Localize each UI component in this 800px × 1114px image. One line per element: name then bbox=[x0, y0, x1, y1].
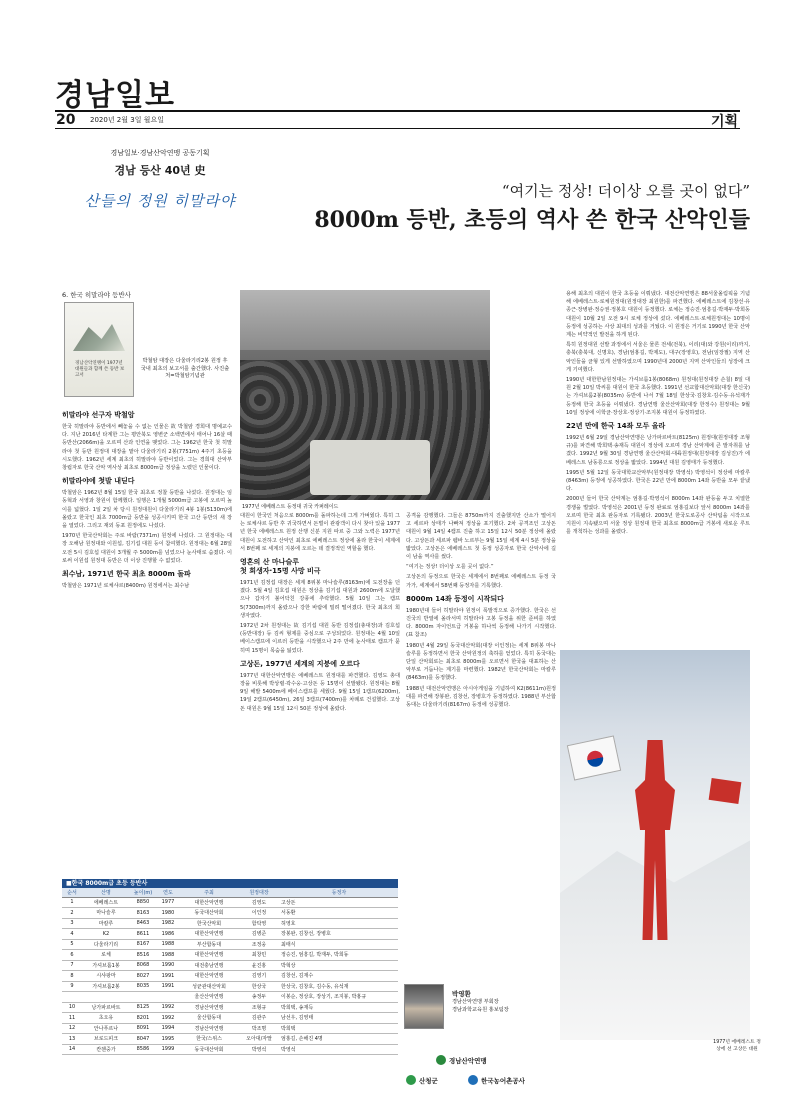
table-cell: 1977 bbox=[156, 897, 180, 908]
table-cell: 마나슬루 bbox=[82, 908, 130, 919]
parade-photo bbox=[240, 290, 490, 500]
subhead: 히말라야 선구자 박철암 bbox=[62, 411, 135, 419]
paragraph: 특히 원정대원 선발 과정에서 서울은 물론 전세(전북), 이리(대)와 강원(이리)까지, 충북(충북대, 신명호), 경남(엄홍길, 박제도), 대구(장영호), 전남(임장필) 지역 산악인들을 균형 있게 선발하였으며 1990년대 2000년 지역 산악인들의 성장에 크게 기여했다. bbox=[566, 342, 750, 373]
krc-logo-icon bbox=[468, 1075, 478, 1085]
table-cell: 8163 bbox=[130, 908, 156, 919]
table-row bbox=[62, 1034, 398, 1045]
table-cell: 남선우, 김영태 bbox=[280, 1013, 398, 1024]
table-cell: 경남산악연맹 bbox=[180, 1023, 238, 1034]
table-cell: 초오유 bbox=[82, 1013, 130, 1024]
table-cell: 8850 bbox=[130, 897, 156, 908]
table-header: 연도 bbox=[156, 888, 180, 897]
sponsor-name: 한국농어촌공사 bbox=[481, 1076, 525, 1085]
table-row bbox=[62, 1013, 398, 1024]
table-cell: 로체 bbox=[82, 950, 130, 961]
table-cell: 최창민 bbox=[238, 950, 280, 961]
series-title: 경남 등산 40년 史 bbox=[114, 164, 206, 177]
table-cell: 가셔브롬2봉 bbox=[82, 981, 130, 992]
table-cell: 1999 bbox=[156, 1044, 180, 1055]
paragraph: 박철암은 1962년 8월 15일 한국 최초로 정찰 등반을 나섰다. 원정대는 임동혁과 서영과 창원이 함께했다. 일행은 1개월 5000m급 고봉에 오르며 높이를 넓혔다. 1일 2일 차 당시 원정대원이 다울라기리 4봉 1봉(5130m)에 올랐고 한국인 최초 7000m급 등반을 성공시키며 한국 고산 등반의 새 장을 열었다. 그리고 재외 동포 원정에도 나섰다. bbox=[62, 490, 232, 530]
paragraph: 박철암은 1971년 로체샤르(8400m) 원정에서는 최수남 bbox=[62, 583, 190, 590]
table-row bbox=[62, 929, 398, 940]
table-row bbox=[62, 960, 398, 971]
table-row bbox=[62, 950, 398, 961]
table-cell: 대전충남연맹 bbox=[180, 960, 238, 971]
sponsor-kama bbox=[436, 1055, 487, 1065]
table-cell: 3 bbox=[62, 918, 82, 929]
table-cell: 1986 bbox=[156, 929, 180, 940]
table-header-row bbox=[62, 888, 398, 897]
table-cell: 박영석 bbox=[238, 1044, 280, 1055]
table-cell: K2 bbox=[82, 929, 130, 940]
table-cell: 김창선, 김재수 bbox=[280, 971, 398, 982]
table-cell: 1991 bbox=[156, 981, 180, 992]
sponsor-logos bbox=[406, 1055, 556, 1095]
sponsor-sancheong bbox=[406, 1075, 438, 1085]
table-cell: 김관주 bbox=[238, 1013, 280, 1024]
subhead: 첫 희생자·15명 사망 비극 bbox=[240, 567, 321, 576]
mountain-illustration bbox=[73, 321, 125, 351]
book-photo bbox=[64, 302, 134, 397]
table-row bbox=[62, 918, 398, 929]
table-cell: 8167 bbox=[130, 939, 156, 950]
table-cell: 고상돈 bbox=[280, 897, 398, 908]
table-cell: 가셔브롬1봉 bbox=[82, 960, 130, 971]
series-box bbox=[70, 148, 250, 211]
table-cell: 1 bbox=[62, 897, 82, 908]
table-title: ■한국 8000m급 초등 등반사 bbox=[62, 879, 398, 888]
sponsor-name: 산청군 bbox=[419, 1076, 438, 1085]
table-cell: 8035 bbox=[130, 981, 156, 992]
page-date: 2020년 2월 3일 월요일 bbox=[90, 116, 164, 124]
table-cell: 8463 bbox=[130, 918, 156, 929]
table-header: 원정대장 bbox=[238, 888, 280, 897]
parade-photo-caption: 1977년 에베레스트 등정대 귀국 카퍼레이드 bbox=[242, 504, 339, 510]
table-cell: 1992 bbox=[156, 1002, 180, 1013]
table-cell: 박혁상 bbox=[280, 960, 398, 971]
author-photo bbox=[404, 984, 444, 1029]
table-cell: 13 bbox=[62, 1034, 82, 1045]
kama-logo-icon bbox=[436, 1055, 446, 1065]
table-cell bbox=[130, 992, 156, 1003]
table-cell: 박영석 bbox=[280, 1044, 398, 1055]
book-scrawl: 경남산악연맹이 1977년 대원들과 함께 쓴 등반 보고서 bbox=[75, 361, 125, 378]
sponsor-krc bbox=[468, 1075, 525, 1085]
masthead-title: 경남일보 bbox=[55, 78, 175, 113]
article-column-4 bbox=[566, 290, 750, 645]
table-cell: 1994 bbox=[156, 1023, 180, 1034]
table-cell: 8516 bbox=[130, 950, 156, 961]
table-cell: 칸첸중가 bbox=[82, 1044, 130, 1055]
paragraph: 1988년 대전산악연맹은 아시아게임을 기념하여 K2(8611m)원정대를 파견해 장봉완, 김창선, 장병호가 등정하였다. 1988년 부산합동대는 다울라기리(8167m) 등정에 성공했다. bbox=[406, 685, 556, 709]
table-cell: 한국산악회 bbox=[180, 918, 238, 929]
table-cell: 서동환 bbox=[280, 908, 398, 919]
table-cell: 동국대산악회 bbox=[180, 1044, 238, 1055]
table-cell: 오아대/자딸 bbox=[238, 1034, 280, 1045]
table-cell: 박희택 bbox=[280, 1023, 398, 1034]
subhead: 히말라야에 첫발 내딛다 bbox=[62, 477, 135, 486]
table-cell: 브로드피크 bbox=[82, 1034, 130, 1045]
table-cell: 박희택, 송재득 bbox=[280, 1002, 398, 1013]
table-cell: 성균관대산악회 bbox=[180, 981, 238, 992]
table-cell: 다울라기리 bbox=[82, 939, 130, 950]
table-cell bbox=[156, 992, 180, 1003]
table-cell bbox=[82, 992, 130, 1003]
table-row bbox=[62, 897, 398, 908]
header-rule bbox=[55, 110, 740, 112]
paragraph: 1980년 4월 29일 동국대산악회(대장 이인정)는 세계 8위봉 마나슬루를 등정하면서 한국 산악원정의 축하를 얻었다. 특히 동국대는 단일 산악회로는 최초로 8000m를 오르면서 한국을 대표하는 산악부로 거듭나는 계기를 마련했다. 1982년 한국산악회는 마칼루(8463m)를 등정했다. bbox=[406, 642, 556, 682]
subhead: 22년 만에 한국 14좌 모두 올라 bbox=[566, 422, 666, 431]
table-cell: 1980 bbox=[156, 908, 180, 919]
table-cell: 8047 bbox=[130, 1034, 156, 1045]
table-cell: 장봉완, 김창선, 장병호 bbox=[280, 929, 398, 940]
table-cell: 동국대산악회 bbox=[180, 908, 238, 919]
table-header: 순서 bbox=[62, 888, 82, 897]
table-cell: 8586 bbox=[130, 1044, 156, 1055]
table-row bbox=[62, 981, 398, 992]
subhead: 8000m 14좌 등정이 시작되다 bbox=[406, 594, 504, 603]
table-row bbox=[62, 908, 398, 919]
table-cell: 7 bbox=[62, 960, 82, 971]
table-cell: 이인정 bbox=[238, 908, 280, 919]
table-cell: 9 bbox=[62, 981, 82, 992]
table-cell: 낭가파르바트 bbox=[82, 1002, 130, 1013]
photo-sky bbox=[240, 290, 490, 350]
paragraph: 1980년대 들어 히말라야 원정이 폭발적으로 증가했다. 한국은 선진국의 반열에 올라서며 히말라야 고봉 등정을 위한 준비를 하였다. 8000m 자이언트급 거봉을 하나씩 등정해 나가기 시작했다. (표 참조) bbox=[406, 607, 556, 639]
table-cell: 정승진, 엄흥길, 박재두, 박희동 bbox=[280, 950, 398, 961]
author-title-2: 경남과학교육원 홍보팀장 bbox=[452, 1007, 509, 1013]
table-row bbox=[62, 1002, 398, 1013]
table-header: 등정자 bbox=[280, 888, 398, 897]
table-cell: 조형규 bbox=[238, 1002, 280, 1013]
table-cell: 마칼루 bbox=[82, 918, 130, 929]
series-subtitle: 산들의 정원 히말라야 bbox=[84, 192, 236, 210]
paragraph: “여기는 정상! 더이상 오를 곳이 없다.” bbox=[406, 564, 494, 571]
table-cell: 최태식 bbox=[280, 939, 398, 950]
table-cell bbox=[62, 992, 82, 1003]
table-header: 높이(m) bbox=[130, 888, 156, 897]
table-cell: 대한산악연맹 bbox=[180, 897, 238, 908]
table-cell: 울산합동대 bbox=[180, 1013, 238, 1024]
table-cell: 송정두 bbox=[238, 992, 280, 1003]
table-cell: 8611 bbox=[130, 929, 156, 940]
table-cell: 한상국, 김창호, 김수동, 유석재 bbox=[280, 981, 398, 992]
table-cell: 4 bbox=[62, 929, 82, 940]
table-cell: 1995 bbox=[156, 1034, 180, 1045]
table-cell: 한국/스위스 bbox=[180, 1034, 238, 1045]
table-cell: 1990 bbox=[156, 960, 180, 971]
table-cell: 8 bbox=[62, 971, 82, 982]
table-cell: 12 bbox=[62, 1023, 82, 1034]
article-column-3 bbox=[406, 512, 556, 982]
author-title: 경남산악연맹 부회장 bbox=[452, 999, 499, 1005]
table-row bbox=[62, 971, 398, 982]
subheader-rule bbox=[55, 128, 740, 129]
paragraph: 한국 히말라야 등반에서 빼놓을 수 없는 인물은 故 박철암 경희대 명예교수다. 지난 2016년 타계한 그는 평안북도 영변군 소백면에서 태어나 16살 때 등반산(2066m)을 오르며 산과 인연을 맺었다. 그는 1962년 한국 첫 히말라야 첫 등반 원정대 대장을 맡아 다울라기리 2봉(7751m) 4주기 초등을 시도했다. 1962년 세계 최초의 히말라야 등반이었다. 그는 경희대 산악부 창립자로 한국 산악 역사상 최초로 8000m급 정상을 노렸던 인물이다. bbox=[62, 424, 232, 472]
table-cell: 에베레스트 bbox=[82, 897, 130, 908]
sponsor-name: 경남산악연맹 bbox=[449, 1056, 487, 1065]
table-cell: 박조명 bbox=[238, 1023, 280, 1034]
article-column-2 bbox=[240, 512, 400, 877]
table-cell: 김병준 bbox=[238, 929, 280, 940]
table-header: 산명 bbox=[82, 888, 130, 897]
table-cell: 1988 bbox=[156, 950, 180, 961]
table-cell: 1991 bbox=[156, 971, 180, 982]
paragraph: 1977년 대한산악연맹은 에베레스트 원정대를 파견했다. 김영도 총대장을 비롯해 박상렬·곽수웅·고상돈 등 15명이 선발됐다. 원정대는 8월 9일 해발 5400m에 베이스캠프를 세웠다. 9월 15일 1캠프(6200m), 19일 2캠프(6450m), 26일 3캠프(7400m)를 차례로 건설했다. 고상돈 대원은 9월 15일 12시 50분 정상에 올랐다. bbox=[240, 672, 400, 712]
table-cell: 조정웅 bbox=[238, 939, 280, 950]
book-caption: 박철암 대장은 다울라기리2봉 원정 후 국내 최초의 보고서를 출간했다. 사진출처=박철암기념관 bbox=[140, 358, 230, 379]
korean-flag-icon bbox=[567, 735, 621, 780]
table-row bbox=[62, 992, 398, 1003]
table-header: 주최 bbox=[180, 888, 238, 897]
table-row bbox=[62, 1023, 398, 1034]
summit-photo bbox=[560, 650, 750, 1040]
sancheong-logo-icon bbox=[406, 1075, 416, 1085]
table-cell: 8027 bbox=[130, 971, 156, 982]
paragraph: 2000년 들어 한국 산악계는 엄홍길·박영석이 8000m 14좌 완등을 두고 치열한 경쟁을 벌였다. 박영석은 2001년 등정 완료로 엄홍길보다 앞서 8000m 14좌를 오르며 한국 최초 완등자로 기록됐다. 2003년 한국도로공사 산악팀을 시작으로 지원이 지속됐으며 서울 정상 원정대 한국 최초로 8000m급 거봉에 새로운 루트를 개척하는 성과를 올렸다. bbox=[566, 496, 750, 536]
article-column-1 bbox=[62, 406, 232, 876]
table-cell: 2 bbox=[62, 908, 82, 919]
table-cell: 부산합동대 bbox=[180, 939, 238, 950]
ascent-history-table bbox=[62, 879, 398, 1055]
paragraph: 1995년 5월 12일 동국대학교산악부(원정대장 박영석) 박영석이 정상에 마칼루(8463m) 등정에 성공하였다. 한국은 22년 만에 8000m 14좌 등반을 모두 끝냈다. bbox=[566, 469, 750, 493]
paragraph: 고상돈의 등정으로 한국은 세계에서 8번째로 에베레스트 등정 국가가, 세계에서 58번째 등정자를 기록했다. bbox=[406, 574, 556, 589]
table-cell: 이봉순, 정상호, 장상기, 조지봉, 박홍규 bbox=[280, 992, 398, 1003]
table-cell: 윤진홍 bbox=[238, 960, 280, 971]
table-cell: 시샤팡마 bbox=[82, 971, 130, 982]
table-cell: 함탁영 bbox=[238, 918, 280, 929]
section-label: 6. 한국 히말라야 등반사 bbox=[62, 291, 131, 299]
paragraph: 1971년 김정섭 대장은 세계 8위봉 마나슬루(8163m)에 도전장을 던졌다. 5월 4일 김호섭 대원은 정상을 김기섭 대원과 2600m에 도달했으나 갑자기 불어닥친 강풍에 추락했다. 5월 10일 그는 캠프 5(7300m)까지 올랐으나 강한 바람에 밀려 떨어졌다. 한국 최초의 희생자였다. bbox=[240, 580, 400, 619]
subhead: 영혼의 산 마나슬루 bbox=[240, 558, 299, 567]
table-cell: 엄홍길, 손해진 4명 bbox=[280, 1034, 398, 1045]
table-cell: 1992 bbox=[156, 1013, 180, 1024]
paragraph: 공격을 감행했다. 그들은 8750m까지 진출했지만 산소가 떨어지고 세르파 상태가 나빠져 정상을 포기했다. 2차 공격조인 고상돈 대원이 9월 14일 4캠프 진출 하고 15일 12시 50분 정상에 올랐다. 고상돈과 세르파 펨바 노르부는 9월 15일 세계 4시 5분 정상을 밟았다. 고상돈은 에베레스트 첫 등정 성공자로 한국 산악사에 길이 남을 역사를 썼다. bbox=[406, 513, 556, 561]
table-cell: 허영호 bbox=[280, 918, 398, 929]
table-cell: 경남산악연맹 bbox=[180, 1002, 238, 1013]
table-row bbox=[62, 939, 398, 950]
table-cell: 11 bbox=[62, 1013, 82, 1024]
red-flag-icon bbox=[709, 778, 742, 804]
table-cell: 김영기 bbox=[238, 971, 280, 982]
table-cell: 1982 bbox=[156, 918, 180, 929]
photo-vehicle bbox=[310, 440, 430, 495]
table-cell: 안나푸르나 bbox=[82, 1023, 130, 1034]
paragraph: 1972년 2차 원정대는 故 김기섭 대원 동반 김정섭(총대장)과 김호섭(등반대장) 등 김씨 형제를 중심으로 구성되었다. 원정대는 4월 10일 베이스캠프에 이르러 등반을 시작했으나 2주 만에 눈사태로 캠프가 묻히며 15명이 목숨을 잃었다. bbox=[240, 623, 400, 654]
table-cell: 8125 bbox=[130, 1002, 156, 1013]
table-cell: 6 bbox=[62, 950, 82, 961]
table-cell: 대한산악연맹 bbox=[180, 971, 238, 982]
table-cell: 대한산악연맹 bbox=[180, 950, 238, 961]
paragraph: 1990년 대한한남원정대는 가셔브룸1봉(8068m) 원정대(원정대장 손칠) 8일 대원 2월 10일 박씨를 대원이 한국 초등했다. 1991년 선교합대산악회(대장 한신국)는 가셔브룸2봉(8035m) 등반에 나서 7월 18일 한상국·김창호·김수동·유석재가 등정해 한국 초등을 이뤄냈다. 경남연맹 울산산악회(대장 한정수) 원정대는 9월 10일 정상에 이학균·장상호·정상기·조지봉 대원이 등정하였다. bbox=[566, 377, 750, 416]
table-cell: 8201 bbox=[130, 1013, 156, 1024]
table-cell: 1988 bbox=[156, 939, 180, 950]
paragraph: 대원이 한국인 처음으로 8000m를 돌파하는데 그게 가벼웠다. 특히 그는 로체샤르 등반 후 귀국하면서 돈벌이 관광객이 다시 찾아 있을 1977년 한국 에베레스트 원정 산행 신분 지원 따르 중 그와 노력은 1977년 대원이 도전하고 산악인 최초로 에베레스트 정상에 올라 한국이 세계에서 8번째 로 세계의 지붕에 오르는 데 결정적인 역할을 했다. bbox=[240, 513, 400, 552]
paragraph: 용해 최초의 대원이 한국 초등을 이뤄냈다. 대전산악연맹은 88서울올림픽을 기념해 에베레스트·로체원정대(원정대장 최원한)를 파견했다. 에베레스트에 김창선·유종근·장병완·정승권·정봉호 대원이 등정했다. 로체는 정승진·엄흥길·박재두·박희동 대원이 10월 2일 오전 9시 로체 정상에 섰다. 에베레스트·로체원정대는 10명이 등정에 성공하는 사상 최대의 성과를 거뒀다. 이 원정은 거기로 1990년 한국 산악계는 비약적인 발전을 하게 된다. bbox=[566, 291, 750, 339]
series-org: 경남일보·경남산악연맹 공동기획 bbox=[110, 149, 210, 157]
paragraph: 1992년 6월 29일 경남산악연맹은 낭가파르바트(8125m) 원정대(원정대장 조형규)를 파견해 박희택·송재득 대원이 정상에 오르며 경남 산악계에 큰 발자취를 남겼다. 1992년 9월 30일 경남연맹 울산산악회·대륙원정대(원정대장 김성진)가 에베레스트 남동릉으로 정상을 밟았다. 1994년 대원 김영태가 등정했다. bbox=[566, 435, 750, 466]
summit-photo-caption: 1977년 에베레스트 정상에 선 고상돈 대원 bbox=[713, 1040, 761, 1052]
table-cell: 8068 bbox=[130, 960, 156, 971]
photo-ridge bbox=[560, 830, 750, 1040]
subhead: 최수남, 1971년 한국 최초 8000m 돌파 bbox=[62, 570, 191, 579]
paragraph: 1970년 한국산악회는 주로 바람(7371m) 원정에 나섰다. 그 원정대는 대장 오해남 원정대와 이원섭, 김기섭 대원 등이 참여했다. 원정대는 6월 28일 오전 5시 김호섭 대원이 3개월 주 5000m를 넘었으나 눈사태로 숨졌다. 이로써 이원섭 원정대 등반은 더 이상 진행할 수 없었다. bbox=[62, 533, 232, 564]
author-name: 박영환 bbox=[452, 990, 471, 998]
page-section: 기획 bbox=[710, 114, 738, 130]
table-cell: 대한산악연맹 bbox=[180, 929, 238, 940]
page-number: 20 bbox=[56, 112, 76, 128]
table-cell: 8091 bbox=[130, 1023, 156, 1034]
table-cell: 울산산악연맹 bbox=[180, 992, 238, 1003]
table-cell: 10 bbox=[62, 1002, 82, 1013]
subhead: 고상돈, 1977년 세계의 지붕에 오르다 bbox=[240, 659, 360, 668]
headline-quote: “여기는 정상! 더이상 오를 곳이 없다” bbox=[501, 182, 750, 200]
table-cell: 14 bbox=[62, 1044, 82, 1055]
table-cell: 김영도 bbox=[238, 897, 280, 908]
table-cell: 한상국 bbox=[238, 981, 280, 992]
author-box bbox=[452, 990, 552, 1014]
table-cell: 5 bbox=[62, 939, 82, 950]
table-row bbox=[62, 1044, 398, 1055]
headline-main: 8000m 등반, 초등의 역사 쓴 한국 산악인들 bbox=[314, 207, 750, 233]
